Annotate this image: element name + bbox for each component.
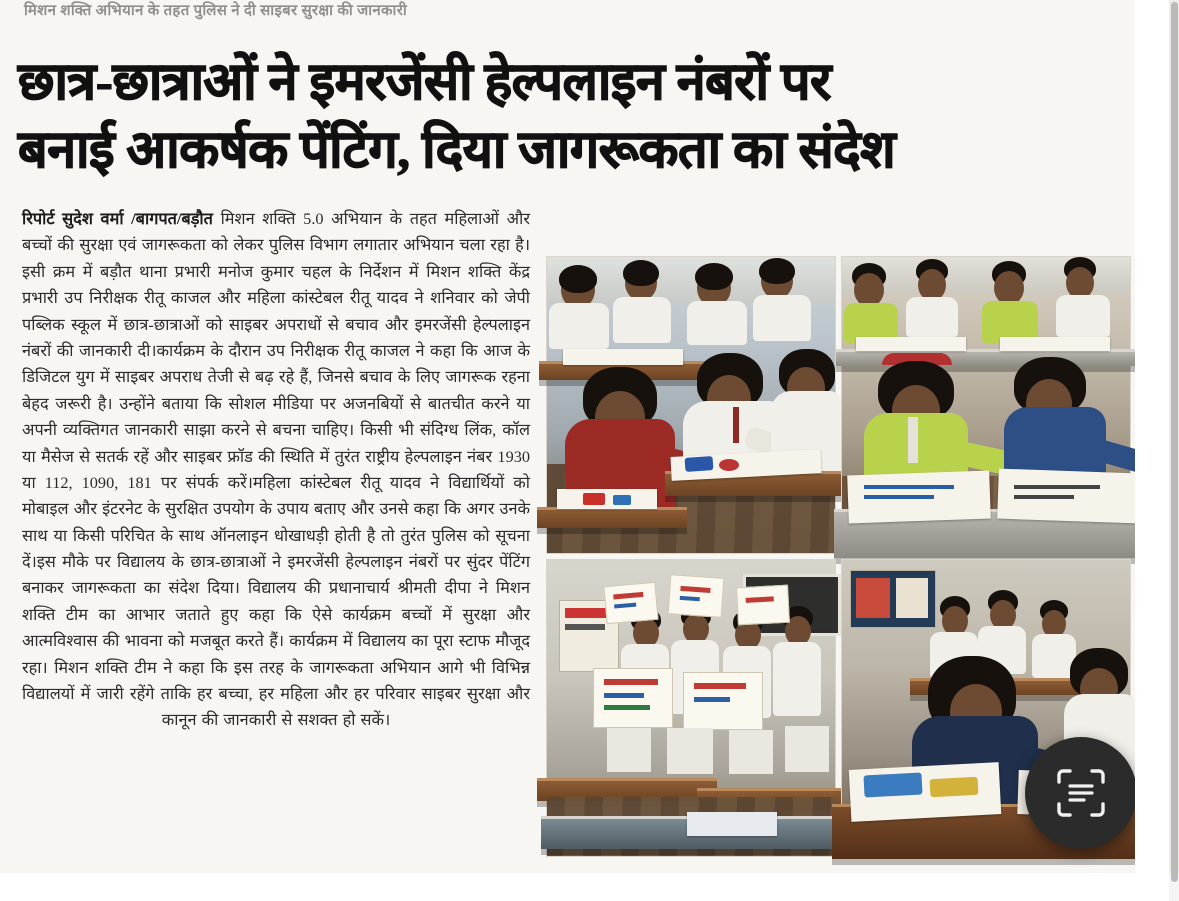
headline-line-1: छात्र-छात्राओं ने इमरजेंसी हेल्पलाइन नंबरों पर: [18, 53, 831, 111]
google-lens-text-scan-button[interactable]: [1025, 737, 1137, 849]
scrollbar-thumb[interactable]: [1171, 2, 1178, 882]
vertical-scrollbar[interactable]: [1169, 0, 1179, 901]
article-text: मिशन शक्ति 5.0 अभियान के तहत महिलाओं और बच्चों की सुरक्षा एवं जागरूकता को लेकर पुलिस विभाग लगातार अभियान चला रहा है। इसी क्रम में बड़ौत थाना प्रभारी मनोज कुमार चहल के निर्देशन में मिशन शक्ति केंद्र प्रभारी उप निरीक्षक रीतू काजल और महिला कांस्टेबल रीतू यादव ने शनिवार को जेपी पब्लिक स्कूल में छात्र-छात्राओं को साइबर अपराधों से बचाव और इमरजेंसी हेल्पलाइन नंबरों की जानकारी दी।कार्यक्रम के दौरान उप निरीक्षक रीतू काजल ने कहा कि आज के डिजिटल युग में साइबर अपराध तेजी से बढ़ रहे हैं, जिनसे बचाव के लिए जागरूक रहना बेहद जरूरी है। उन्होंने बताया कि सोशल मीडिया पर अजनबियों से बातचीत करने या अपनी व्यक्तिगत जानकारी साझा करने से बचना चाहिए। किसी भी संदिग्ध लिंक, कॉल या मैसेज से सतर्क रहें और साइबर फ्रॉड की स्थिति में तुरंत राष्ट्रीय हेल्पलाइन नंबर 1930 या 112, 1090, 181 पर संपर्क करें।महिला कांस्टेबल रीतू यादव ने विद्यार्थियों को मोबाइल और इंटरनेट के सुरक्षित उपयोग के उपाय बताए और उनसे कहा कि अगर उनके साथ या किसी परिचित के साथ ऑनलाइन धोखाधड़ी होती है तो तुरंत पुलिस को सूचना दें।इस मौके पर विद्यालय के छात्र-छात्राओं ने इमरजेंसी हेल्पलाइन नंबरों पर सुंदर पेंटिंग बनाकर जागरूकता का संदेश दिया। विद्यालय की प्रधानाचार्य श्रीमती दीपा ने मिशन शक्ति टीम का आभार जताते हुए कहा कि ऐसे कार्यक्रम बच्चों में सुरक्षा और आत्मविश्वास की भावना को मजबूत करते हैं। कार्यक्रम में विद्यालय का पूरा स्टाफ मौजूद रहा। मिशन शक्ति टीम ने कहा कि इस तरह के जागरूकता अभियान आगे भी विभिन्न विद्यालयों में जारी रहेंगे ताकि हर बच्चा, हर महिला और हर परिवार साइबर सुरक्षा और कानून की जानकारी से सशक्त हो सकें।: [22, 209, 530, 730]
photo-top-left: [546, 256, 836, 554]
right-gutter: [1135, 0, 1169, 901]
photo-bottom-left: [546, 559, 836, 857]
article-byline: रिपोर्ट सुदेश वर्मा /बागपत/बड़ौत: [22, 209, 213, 228]
page-title: [18, 49, 1148, 186]
article-body: [22, 206, 530, 734]
photo-top-right: [841, 256, 1131, 554]
text-scan-icon: [1051, 763, 1111, 823]
headline-line-2: बनाई आकर्षक पेंटिंग, दिया जागरूकता का संदेश: [18, 122, 896, 180]
cropped-top-line: मिशन शक्ति अभियान के तहत पुलिस ने दी साइबर सुरक्षा की जानकारी: [24, 3, 408, 19]
bottom-gutter: [0, 873, 1179, 901]
